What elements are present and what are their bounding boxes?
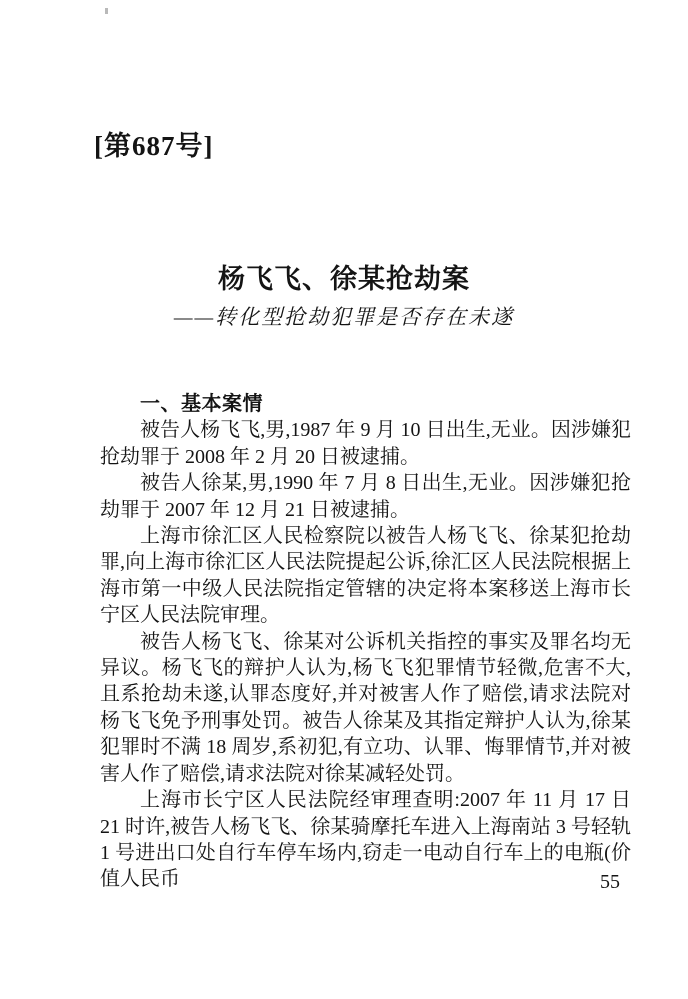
body-paragraph: 被告人徐某,男,1990 年 7 月 8 日出生,无业。因涉嫌犯抢劫罪于 2007 年 12 月 21 日被逮捕。 <box>100 472 631 521</box>
case-body <box>100 391 631 893</box>
case-title: 杨飞飞、徐某抢劫案 <box>218 264 470 294</box>
paragraph-list <box>100 417 631 892</box>
case-subtitle: ——转化型抢劫犯罪是否存在未遂 <box>173 305 515 329</box>
case-number-label: [第687号] <box>94 131 214 161</box>
title-block <box>0 263 688 329</box>
scan-artifact-speck <box>105 8 108 14</box>
section-heading-basic-facts: 一、基本案情 <box>140 393 263 415</box>
page-number: 55 <box>600 871 620 893</box>
body-paragraph: 上海市徐汇区人民检察院以被告人杨飞飞、徐某犯抢劫罪,向上海市徐汇区人民法院提起公诉,徐汇区人民法院根据上海市第一中级人民法院指定管辖的决定将本案移送上海市长宁区人民法院审理。 <box>100 525 631 627</box>
body-paragraph: 被告人杨飞飞、徐某对公诉机关指控的事实及罪名均无异议。杨飞飞的辩护人认为,杨飞飞犯罪情节轻微,危害不大,且系抢劫未遂,认罪态度好,并对被害人作了赔偿,请求法院对杨飞飞免予刑事处罚。被告人徐某及其指定辩护人认为,徐某犯罪时不满 18 周岁,系初犯,有立功、认罪、悔罪情节,并对被害人作了赔偿,请求法院对徐某减轻处罚。 <box>100 630 631 785</box>
body-paragraph: 上海市长宁区人民法院经审理查明:2007 年 11 月 17 日 21 时许,被告人杨飞飞、徐某骑摩托车进入上海南站 3 号轻轨 1 号进出口处自行车停车场内,窃走一电动自行车上的电瓶(价值人民币 <box>100 789 631 891</box>
body-paragraph: 被告人杨飞飞,男,1987 年 9 月 10 日出生,无业。因涉嫌犯抢劫罪于 2008 年 2 月 20 日被逮捕。 <box>100 419 631 468</box>
